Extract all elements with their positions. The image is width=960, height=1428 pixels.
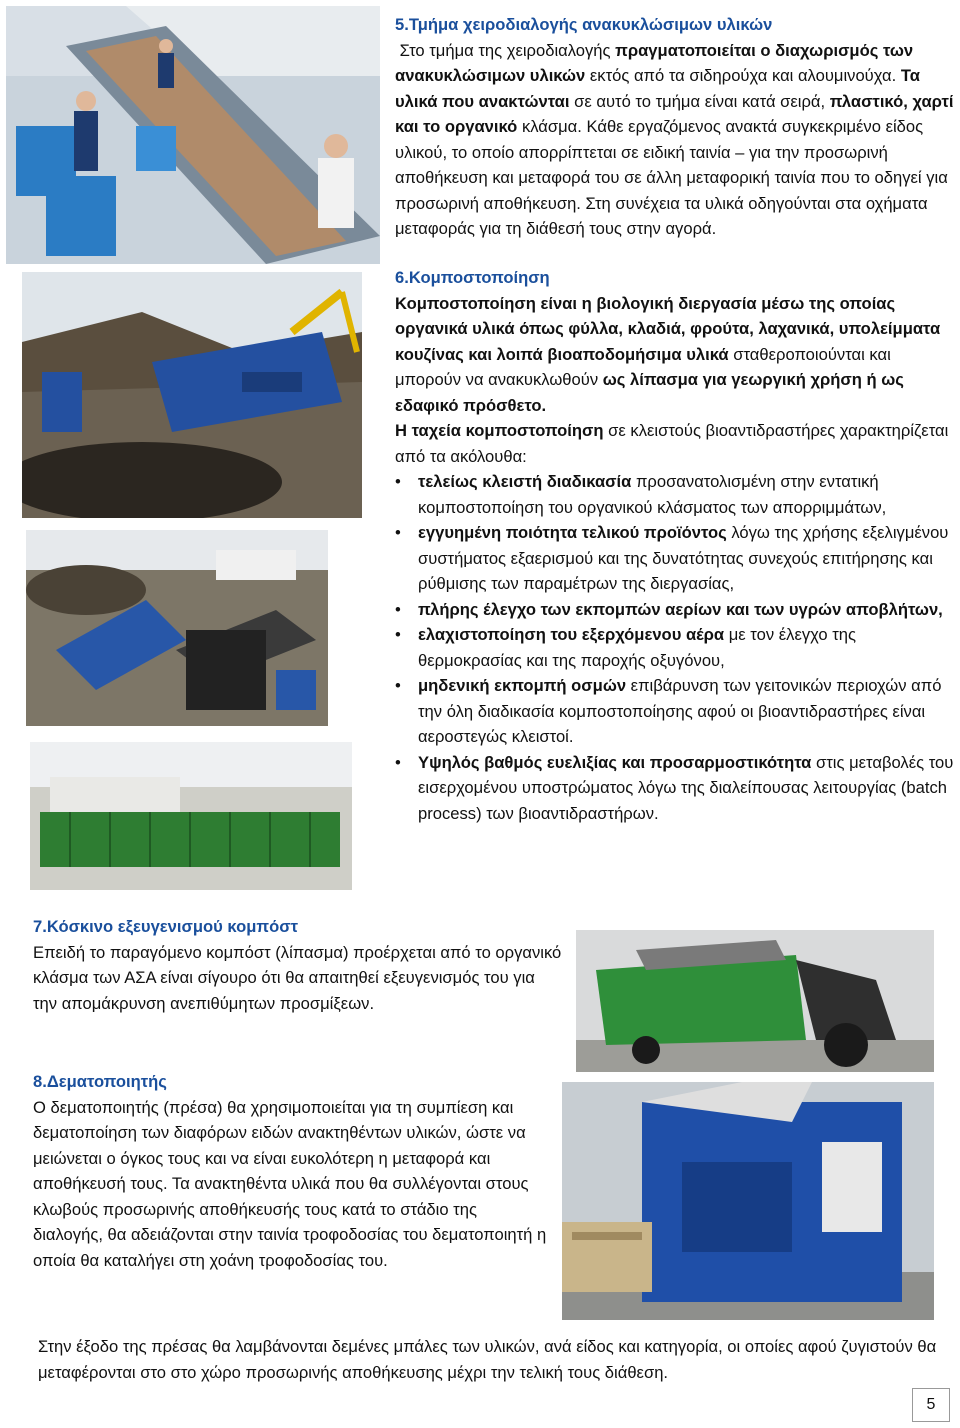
section-8	[33, 1069, 551, 1273]
section-7-body: Επειδή το παραγόμενο κομπόστ (λίπασμα) προέρχεται από το οργανικό κλάσμα των ΑΣΑ είναι σίγουρο ότι θα απαιτηθεί εξευγενισμός του για την απομάκρυνση ανεπιθύμητων προσμίξεων.	[33, 942, 562, 1013]
section-5	[395, 12, 957, 242]
section-7-title: 7.Κόσκινο εξευγενισμού κομπόστ	[33, 917, 299, 936]
sorting-line-photo	[6, 6, 380, 264]
list-item: • ελαχιστοποίηση του εξερχόμενου αέρα με τον έλεγχο της θερμοκρασίας και της παροχής οξυγόνου,	[395, 622, 957, 673]
section-6-title: 6.Κομποστοποίηση	[395, 268, 550, 287]
section-6-list	[395, 469, 957, 826]
baler-photo	[562, 1082, 934, 1320]
list-item: • Υψηλός βαθμός ευελιξίας και προσαρμοστικότητα στις μεταβολές του εισερχομένου υποστρώματος λόγω της διαλείπουσας λειτουργίας (batch process) των βιοαντιδραστήρων.	[395, 750, 957, 827]
section-6	[395, 265, 957, 826]
list-item: • μηδενική εκπομπή οσμών επιβάρυνση των γειτονικών περιοχών από την όλη διαδικασία κομποστοποίησης αφού οι βιοαντιδραστήρες είναι αεροστεγώς κλειστοί.	[395, 673, 957, 750]
section-8-body: Ο δεματοποιητής (πρέσα) θα χρησιμοποιείται για τη συμπίεση και δεματοποίηση των διαφόρων ειδών ανακτηθέντων υλικών, ώστε να μειώνεται ο όγκος τους και να είναι ευκολότερη η μεταφορά και αποθήκευσή τους. Τα ανακτηθέντα υλικά που θα συλλέγονται στους κλωβούς προσωρινής αποθήκευσής τους κατά το στάδιο της διαλογής, θα αδειάζονται στην ταινία τροφοδοσίας του δεματοποιητή η οποία θα καταλήγει στη χοάνη τροφοδοσίας του.	[33, 1097, 547, 1270]
section-8-title: 8.Δεματοποιητής	[33, 1072, 167, 1091]
section-5-body: Στο τμήμα της χειροδιαλογής πραγματοποιείται ο διαχωρισμός των ανακυκλώσιμων υλικών εκτός από τα σιδηρούχα και αλουμινούχα. Τα υλικά που ανακτώνται σε αυτό το τμήμα είναι κατά σειρά, πλαστικό, χαρτί και το οργανικό κλάσμα. Κάθε εργαζόμενος ανακτά συγκεκριμένο είδος υλικού, το οποίο απορρίπτεται σε ειδική ταινία – για την προσωρινή αποθήκευση και μεταφορά του σε άλλη μεταφορική ταινία που το οδηγεί για προσωρινή αποθήκευση. Στη συνέχεια τα υλικά οδηγούνται στα οχήματα μεταφοράς για τη διάθεσή τους στην αγορά.	[395, 40, 954, 238]
section-6-intro: Κομποστοποίηση είναι η βιολογική διεργασία μέσω της οποίας οργανικά υλικά όπως φύλλα, κλαδιά, φρούτα, λαχανικά, υπολείμματα κουζίνας και λοιπά βιοαποδομήσιμα υλικά σταθεροποιούνται και μπορούν να ανακυκλωθούν ως λίπασμα για γεωργική χρήση ή ως εδαφικό πρόσθετο.	[395, 293, 941, 415]
page-number: 5	[912, 1388, 950, 1422]
bioreactors-photo	[30, 742, 352, 890]
section-5-title: 5.Τμήμα χειροδιαλογής ανακυκλώσιμων υλικών	[395, 15, 773, 34]
list-item: • τελείως κλειστή διαδικασία προσανατολισμένη στην εντατική κομποστοποίηση του οργανικού κλάσματος των απορριμμάτων,	[395, 469, 957, 520]
list-item: • εγγυημένη ποιότητα τελικού προϊόντος λόγω της χρήσης εξελιγμένου συστήματος εξαερισμού και της δυνατότητας συνεχούς επιτήρησης και ρύθμισης των παραμέτρων της διεργασίας,	[395, 520, 957, 597]
section-7	[33, 914, 563, 1016]
list-item: • πλήρης έλεγχο των εκπομπών αερίων και των υγρών αποβλήτων,	[395, 597, 957, 623]
trommel-screen-photo	[22, 272, 362, 518]
green-machine-photo	[576, 930, 934, 1072]
section-6-fast: Η ταχεία κομποστοποίηση σε κλειστούς βιοαντιδραστήρες χαρακτηρίζεται από τα ακόλουθα:	[395, 421, 949, 466]
compost-screening-photo	[26, 530, 328, 726]
footer-paragraph: Στην έξοδο της πρέσας θα λαμβάνονται δεμένες μπάλες των υλικών, ανά είδος και κατηγορία, οι οποίες αφού ζυγιστούν θα μεταφέρονται στο στο χώρο προσωρινής αποθήκευσης μέχρι την τελική τους διάθεση.	[38, 1337, 937, 1382]
